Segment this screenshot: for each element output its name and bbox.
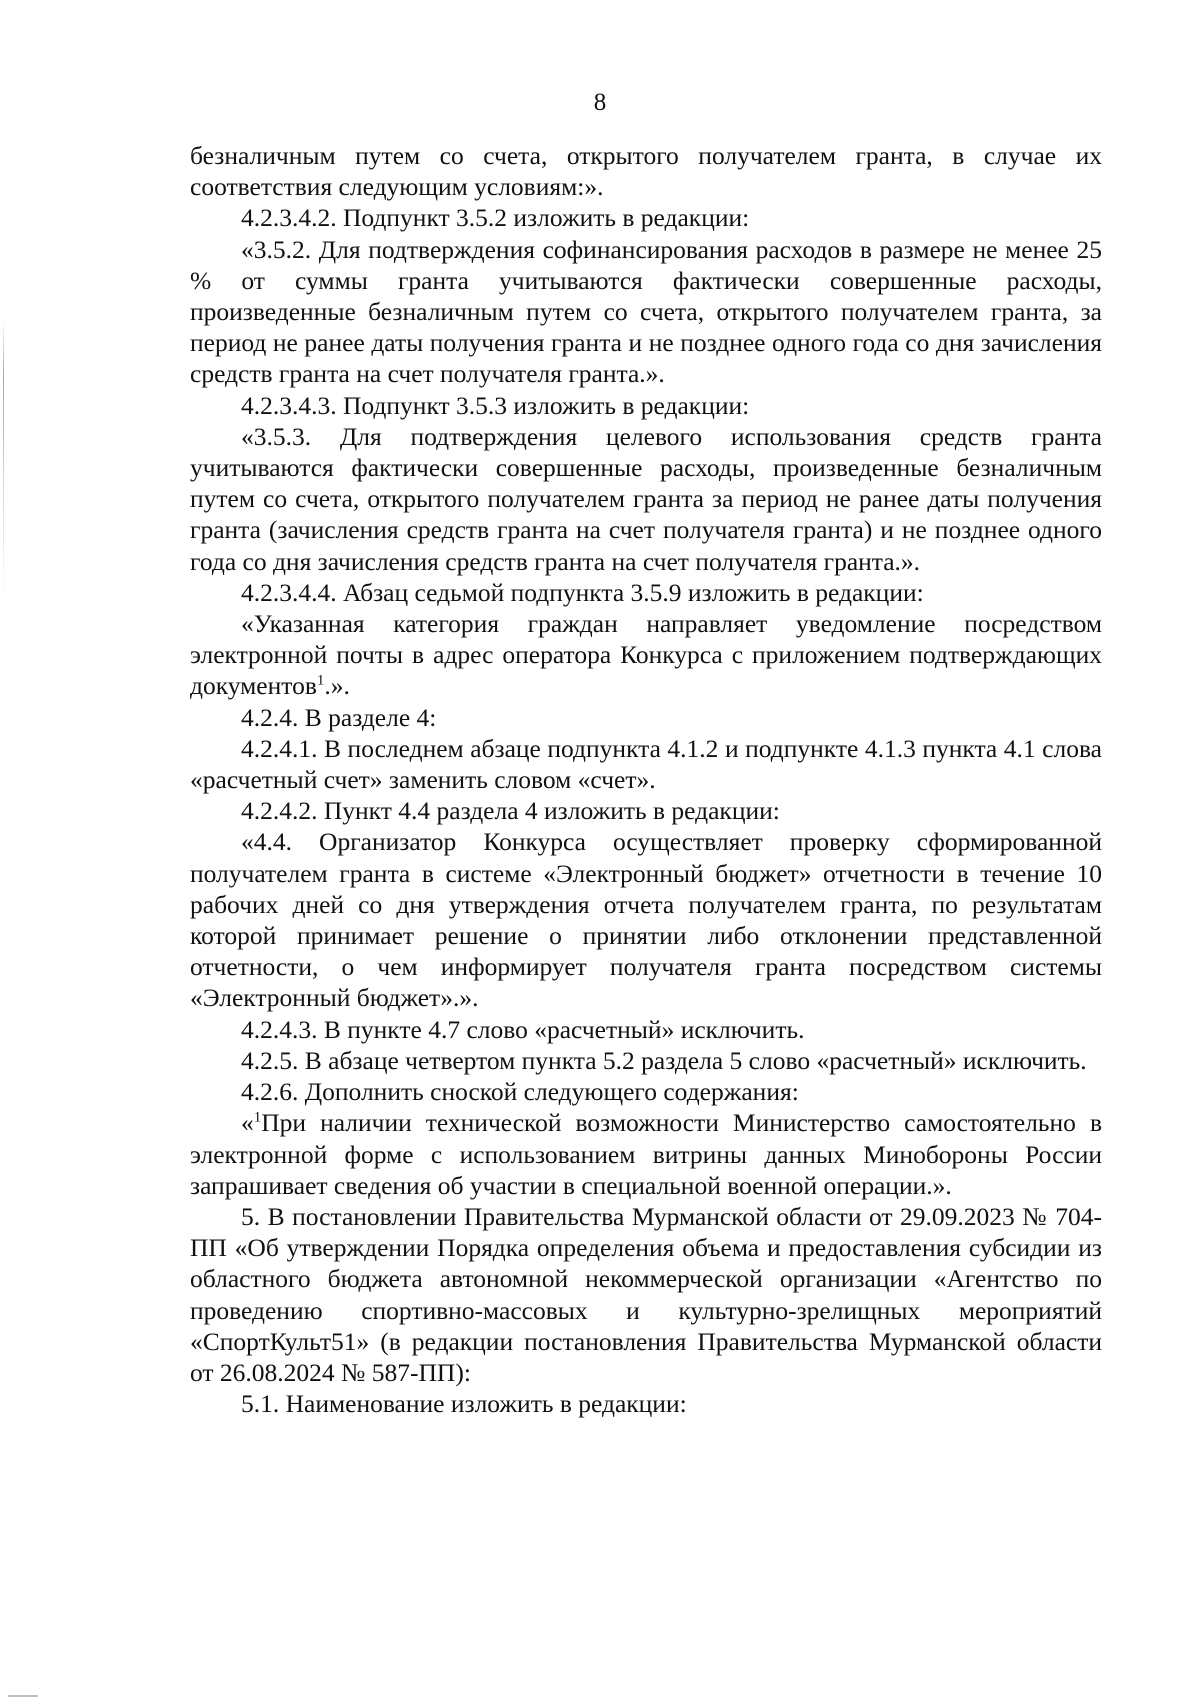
paragraph: «4.4. Организатор Конкурса осуществляет проверку сформированной получателем гранта в системе «Электронный бюджет» отчетности в течение 10 рабочих дней со дня утверждения отчета получателем гранта, по результатам которой принимает решение о принятии либо отклонении представленной отчетности, о чем информирует получателя гранта посредством системы «Электронный бюджет».». <box>190 827 1102 1013</box>
paragraph: 4.2.4. В разделе 4: <box>241 702 437 732</box>
paragraph: «3.5.3. Для подтверждения целевого использования средств гранта учитываются фактически совершенные расходы, произведенные безналичным путем со счета, открытого получателем гранта за период не ранее даты получения гранта (зачисления средств гранта на счет получателя гранта) и не позднее одного года со дня зачисления средств гранта на счет получателя гранта.». <box>190 421 1102 576</box>
paragraph: «3.5.2. Для подтверждения софинансирования расходов в размере не менее 25 % от суммы гранта учитываются фактически совершенные расходы, произведенные безналичным путем со счета, открытого получателем гранта, за период не ранее даты получения гранта и не позднее одного года со дня зачисления средств гранта на счет получателя гранта.». <box>190 234 1102 389</box>
paragraph: 4.2.3.4.4. Абзац седьмой подпункта 3.5.9 изложить в редакции: <box>241 577 924 607</box>
paragraph: безналичным путем со счета, открытого получателем гранта, в случае их соответствия следующим условиям:». <box>190 141 1102 202</box>
paragraph-text: При наличии технической возможности Министерство самостоятельно в электронной форме с использованием витрины данных Минобороны России запрашивает сведения об участии в специальной военной операции.». <box>190 1108 1102 1200</box>
paragraph: 5.1. Наименование изложить в редакции: <box>241 1389 687 1419</box>
footnote-marker: 1 <box>253 1109 262 1126</box>
paragraph: 4.2.6. Дополнить сноской следующего содержания: <box>241 1077 799 1107</box>
scan-corner-artifact <box>8 1695 38 1697</box>
paragraph: 4.2.4.2. Пункт 4.4 раздела 4 изложить в редакции: <box>241 796 780 826</box>
paragraph: 5. В постановлении Правительства Мурманской области от 29.09.2023 № 704-ПП «Об утверждении Порядка определения объема и предоставления субсидии из областного бюджета автономной некоммерческой организации «Агентство по проведению спортивно-массовых и культурно-зрелищных мероприятий «СпортКульт51» (в редакции постановления Правительства Мурманской области от 26.08.2024 № 587-ПП): <box>190 1201 1102 1387</box>
paragraph-tail: .». <box>324 671 350 701</box>
paragraph-with-footnote-ref <box>190 608 1102 702</box>
paragraph-text: «Указанная категория граждан направляет уведомление посредством электронной почты в адрес оператора Конкурса с приложением подтверждающих документов <box>190 609 1102 701</box>
paragraph: 4.2.4.1. В последнем абзаце подпункта 4.1.2 и подпункте 4.1.3 пункта 4.1 слова «расчетный счет» заменить словом «счет». <box>190 733 1102 795</box>
paragraph: 4.2.4.3. В пункте 4.7 слово «расчетный» исключить. <box>241 1014 805 1044</box>
paragraph: 4.2.5. В абзаце четвертом пункта 5.2 раздела 5 слово «расчетный» исключить. <box>241 1045 1087 1075</box>
paragraph: 4.2.3.4.2. Подпункт 3.5.2 изложить в редакции: <box>241 203 750 233</box>
document-body <box>190 140 1102 1419</box>
scan-edge-artifact <box>3 320 4 600</box>
page-number: 8 <box>593 89 607 116</box>
paragraph-lead: « <box>241 1108 254 1138</box>
paragraph: 4.2.3.4.3. Подпункт 3.5.3 изложить в редакции: <box>241 390 750 420</box>
footnote-paragraph <box>190 1107 1102 1201</box>
footnote-marker: 1 <box>316 672 325 689</box>
